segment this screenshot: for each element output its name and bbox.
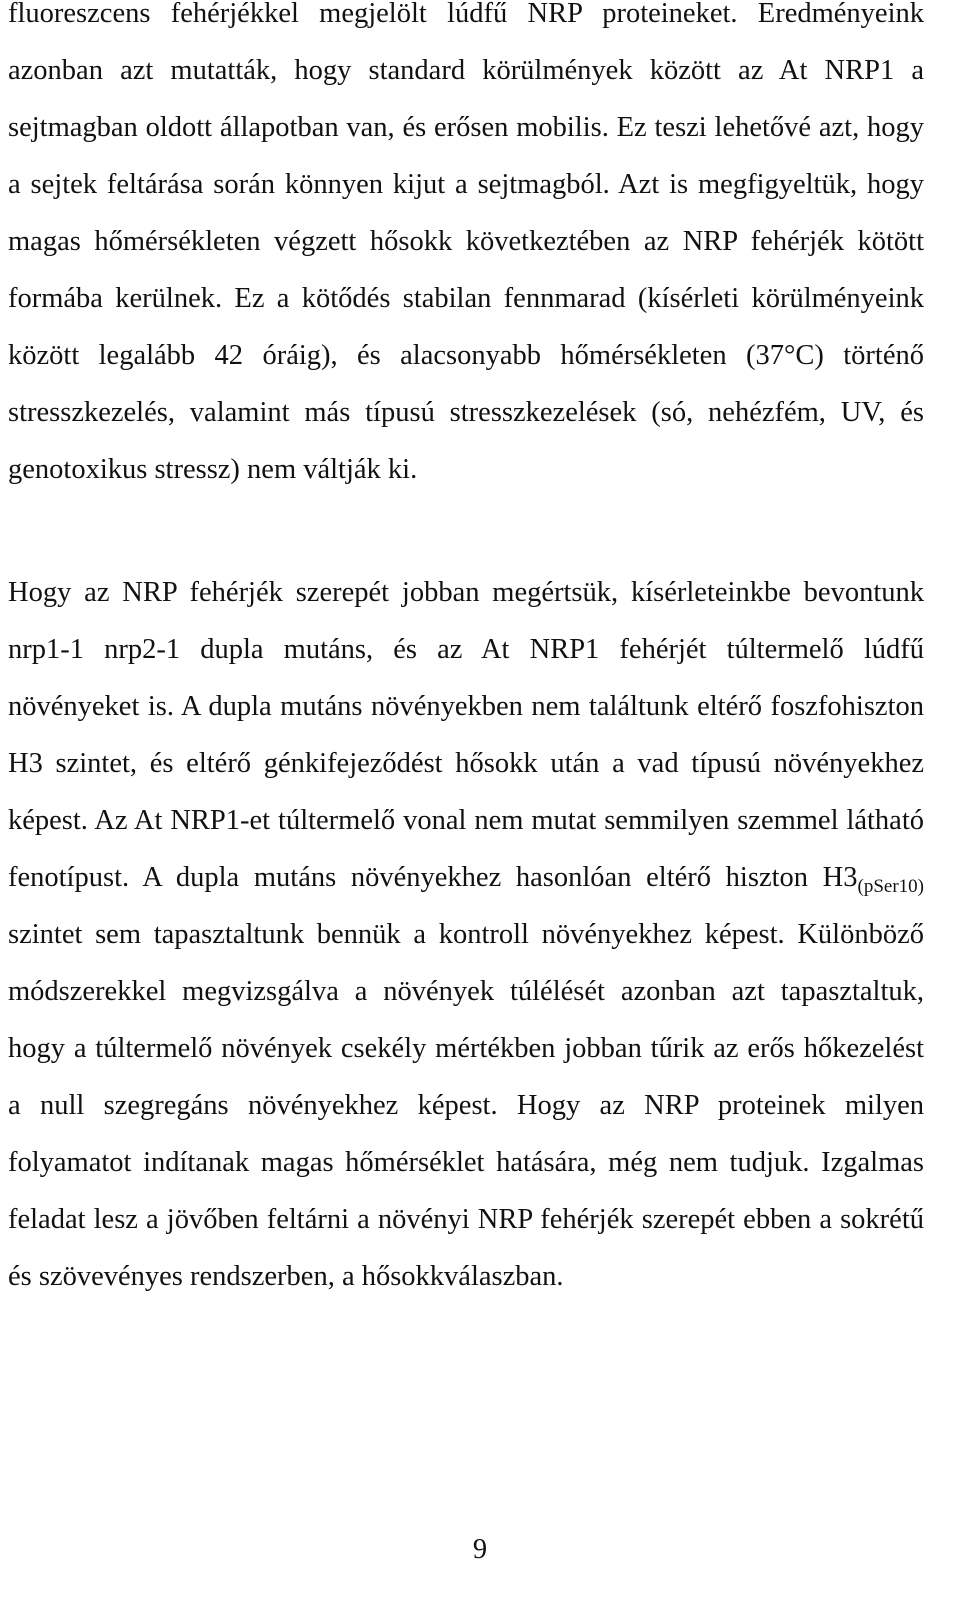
paragraph-2-text: [8, 564, 924, 1305]
paragraph-1-text: fluoreszcens fehérjékkel megjelölt lúdfű NRP proteineket. Eredményeink azonban azt mutatták, hogy standard körülmények között az At NRP1 a sejtmagban oldott állapotban van, és erősen mobilis. Ez teszi lehetővé azt, hogy a sejtek feltárása során könnyen kijut a sejtmagból. Azt is megfigyeltük, hogy magas hőmérsékleten végzett hősokk következtében az NRP fehérjék kötött formába kerülnek. Ez a kötődés stabilan fennmarad (kísérleti körülményeink között legalább 42 óráig), és alacsonyabb hőmérsékleten (37°C) történő stresszkezelés, valamint más típusú stresszkezelések (só, nehézfém, UV, és genotoxikus stressz) nem váltják ki.: [8, 0, 924, 485]
paragraph-2: [8, 564, 924, 1305]
paragraph-2-part-2: szintet sem tapasztaltunk bennük a kontroll növényekhez képest. Különböző módszerekkel megvizsgálva a növények túlélését azonban azt tapasztaltuk, hogy a túltermelő növények csekély mértékben jobban tűrik az erős hőkezelést a null szegregáns növényekhez képest. Hogy az NRP proteinek milyen folyamatot indítanak magas hőmérséklet hatására, még nem tudjuk. Izgalmas feladat lesz a jövőben feltárni a növényi NRP fehérjék szerepét ebben a sokrétű és szövevényes rendszerben, a hősokkválaszban.: [8, 919, 924, 1292]
page-number: 9: [472, 1534, 488, 1565]
paragraph-1: [8, 0, 924, 498]
paragraph-2-part-1: Hogy az NRP fehérjék szerepét jobban megértsük, kísérleteinkbe bevontunk nrp1-1 nrp2-1 dupla mutáns, és az At NRP1 fehérjét túltermelő lúdfű növényeket is. A dupla mutáns növényekben nem találtunk eltérő foszfohiszton H3 szintet, és eltérő génkifejeződést hősokk után a vad típusú növényekhez képest. Az At NRP1-et túltermelő vonal nem mutat semmilyen szemmel látható fenotípust. A dupla mutáns növényekhez hasonlóan eltérő hiszton H3: [8, 577, 924, 893]
histone-modification-subscript: (pSer10): [857, 876, 924, 897]
